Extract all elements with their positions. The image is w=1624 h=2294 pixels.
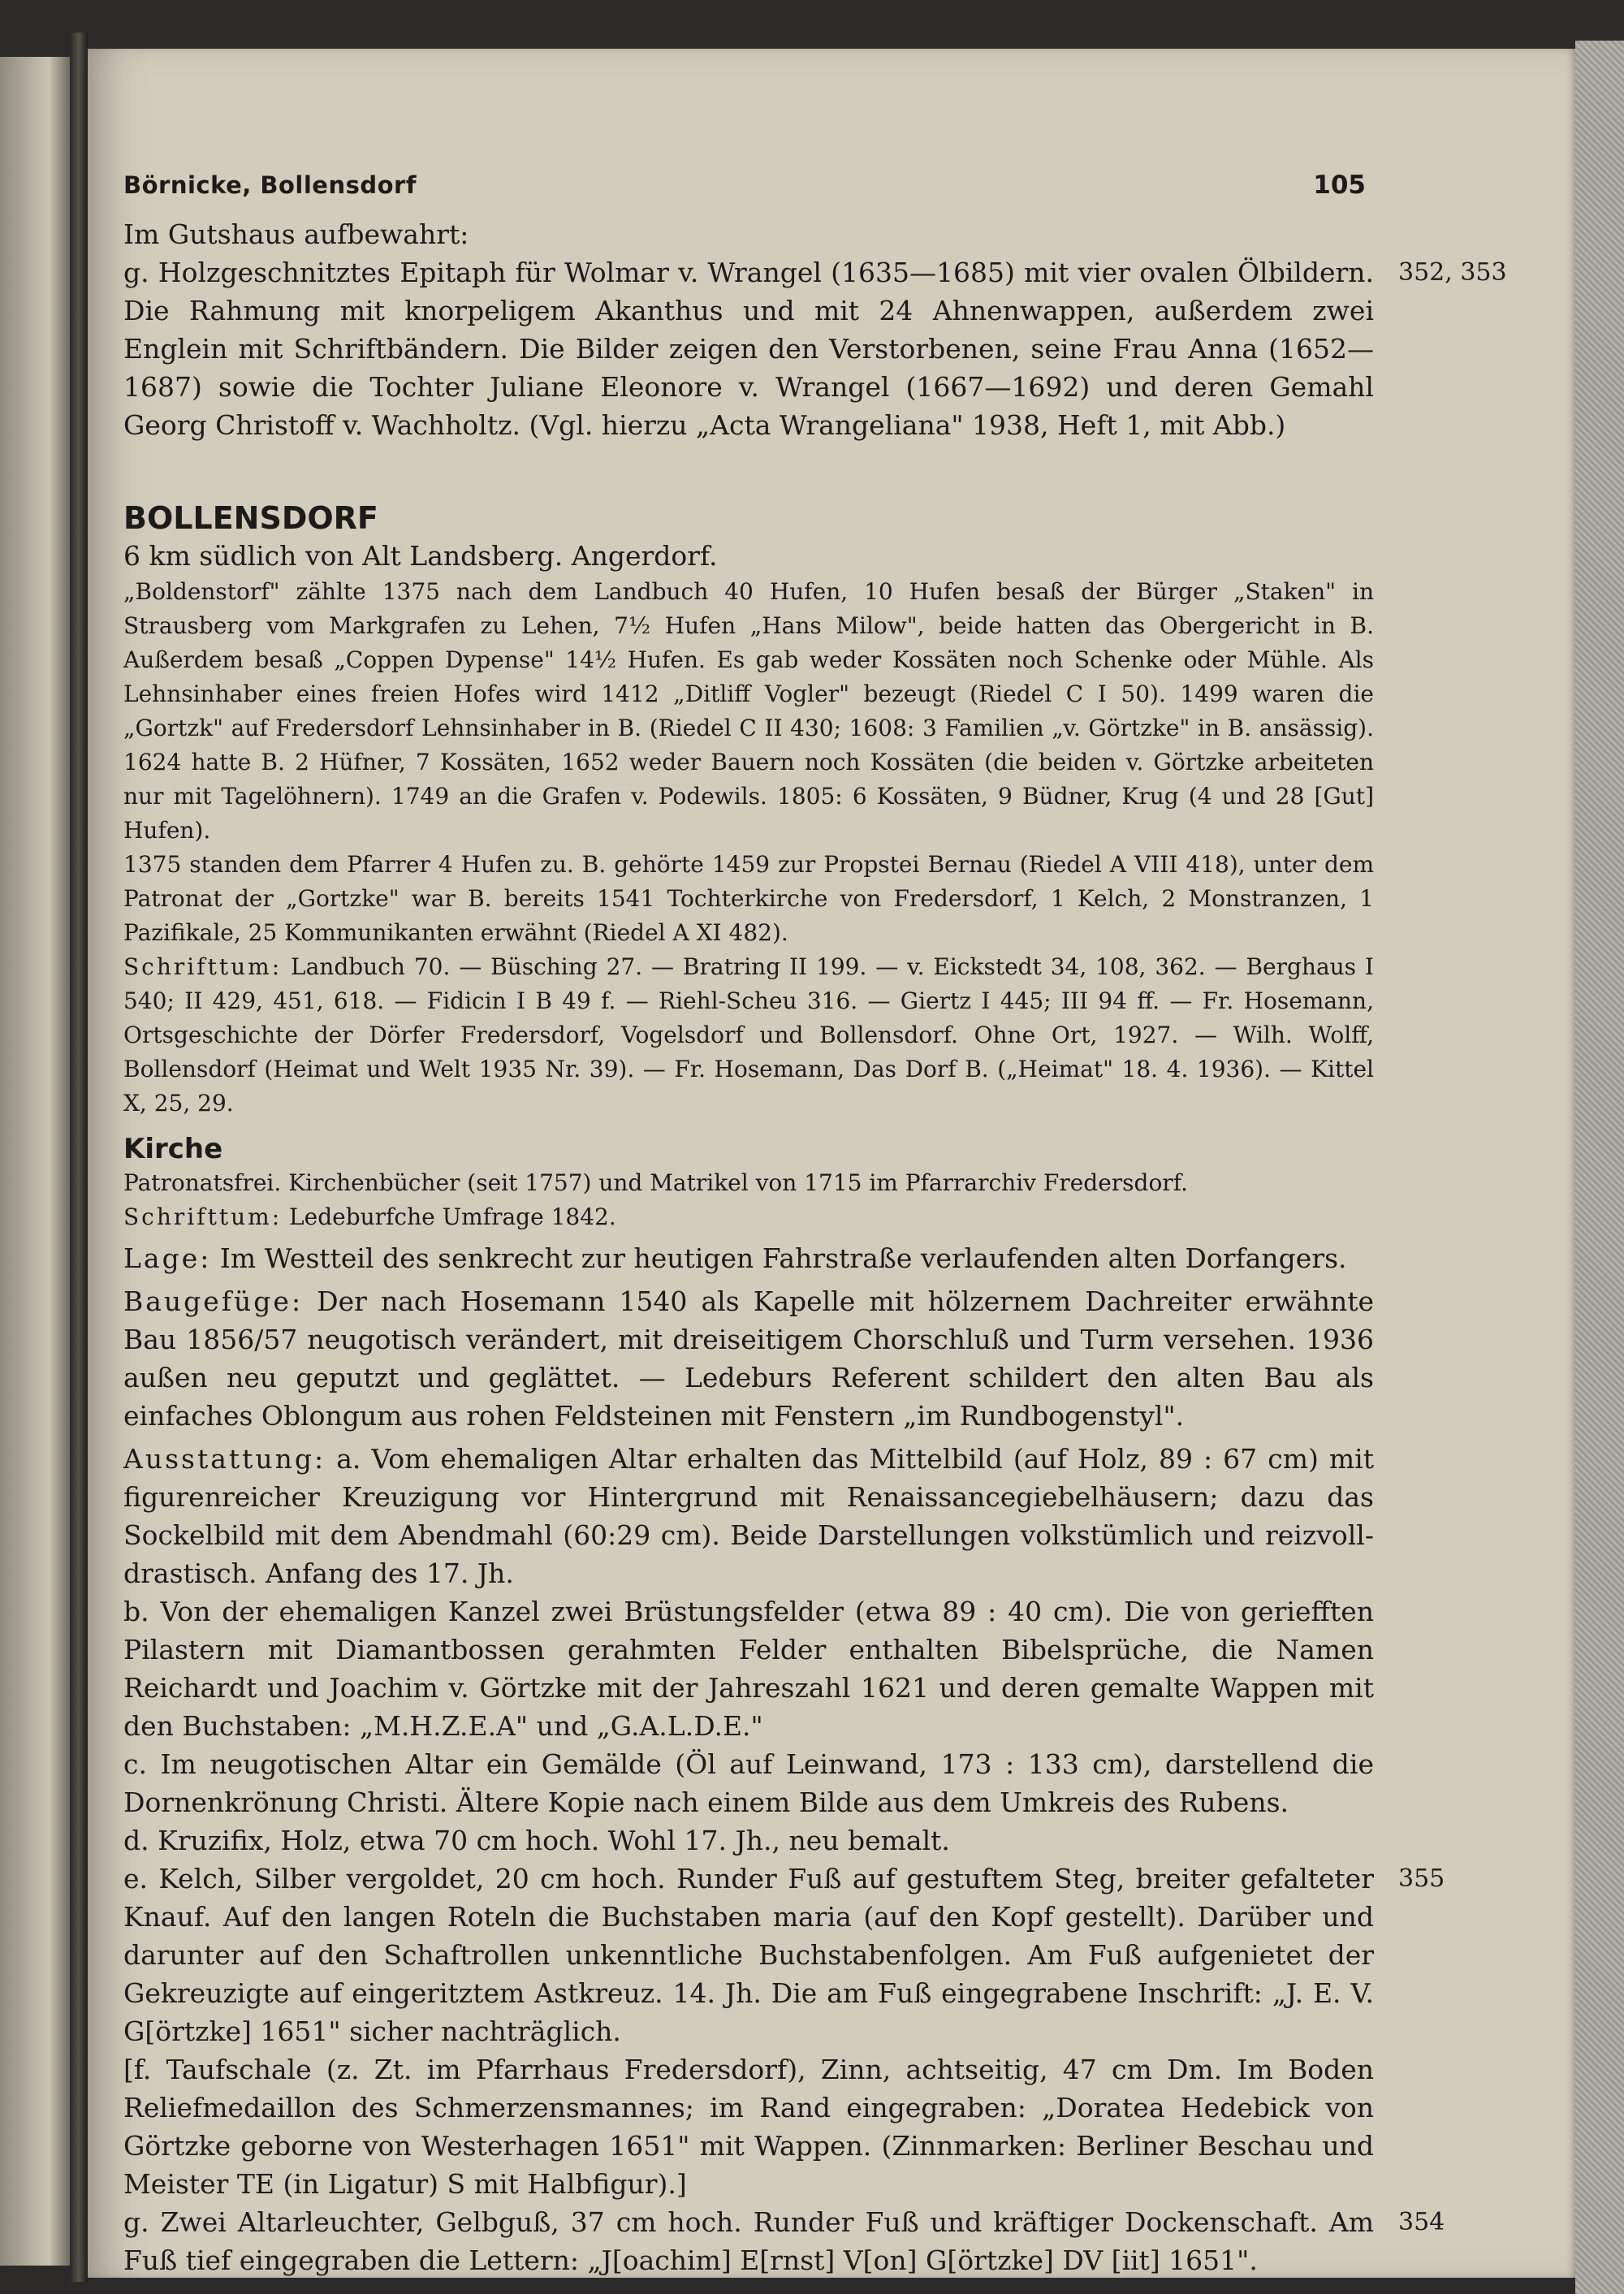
- ausstattung-item-d: d. Kruzifix, Holz, etwa 70 cm hoch. Wohl 17. Jh., neu bemalt.: [123, 1825, 950, 1856]
- left-page-edge: [0, 57, 70, 2266]
- baugefuege-text: Der nach Hosemann 1540 als Kapelle mit hölzernem Dachreiter erwähnte Bau 1856/57 neugotisch verändert, mit dreiseitigem Chorschluß und Turm versehen. 1936 außen neu geputzt und geglättet. — Ledeburs Referent schildert den alten Bau als einfaches Oblongum aus rohen Feldsteinen mit Fenstern „im Rundbogenstyl".: [123, 1285, 1374, 1432]
- page-number: 105: [1313, 171, 1366, 200]
- literature-text: Landbuch 70. — Büsching 27. — Bratring II 199. — v. Eickstedt 34, 108, 362. — Berghaus I 540; II 429, 451, 618. — Fidicin I B 49 f. — Riehl-Scheu 316. — Giertz I 445; III 94 ff. — Fr. Hosemann, Ortsgeschichte der Dörfer Fredersdorf, Vogelsdorf und Bollensdorf. Ohne Ort, 1927. — Wilh. Wolff, Bollensdorf (Heimat und Welt 1935 Nr. 39). — Fr. Hosemann, Das Dorf B. („Heimat" 18. 4. 1936). — Kittel X, 25, 29.: [123, 953, 1374, 1117]
- epitaph-paragraph: g. Holzgeschnitztes Epitaph für Wolmar v. Wrangel (1635—1685) mit vier ovalen Ölbildern. Die Rahmung mit knorpeligem Akanthus und mit 24 Ahnenwappen, außerdem zwei Englein mit Schriftbändern. Die Bilder zeigen den Verstorbenen, seine Frau Anna (1652—1687) sowie die Tochter Juliane Eleonore v. Wrangel (1667—1692) und deren Gemahl Georg Christoff v. Wachholtz. (Vgl. hierzu „Acta Wrangeliana" 1938, Heft 1, mit Abb.): [123, 257, 1374, 441]
- intro-line: Im Gutshaus aufbewahrt:: [123, 218, 469, 250]
- ausstattung-item-f: [f. Taufschale (z. Zt. im Pfarrhaus Fredersdorf), Zinn, achtseitig, 47 cm Dm. Im Boden Reliefmedaillon des Schmerzensmannes; im Rand eingegraben: „Doratea Hedebick von Görtzke geborne von Westerhagen 1651" mit Wappen. (Zinnmarken: Berliner Beschau und Meister TE (in Ligatur) S mit Halbfigur).]: [123, 2054, 1374, 2200]
- literature-text: Ledeburfche Umfrage 1842.: [289, 1203, 616, 1230]
- history-paragraph: 1375 standen dem Pfarrer 4 Hufen zu. B. gehörte 1459 zur Propstei Bernau (Riedel A VIII 418), unter dem Patronat der „Gortzke" war B. bereits 1541 Tochterkirche von Fredersdorf, 1 Kelch, 2 Monstranzen, 1 Pazifikale, 25 Kommunikanten erwähnt (Riedel A XI 482).: [123, 851, 1374, 946]
- lage-text: Im Westteil des senkrecht zur heutigen Fahrstraße verlaufenden alten Dorfangers.: [219, 1242, 1347, 1274]
- margin-reference: 352, 353: [1398, 258, 1507, 287]
- ausstattung-item-c: c. Im neugotischen Altar ein Gemälde (Öl auf Leinwand, 173 : 133 cm), darstellend die Dornenkrönung Christi. Ältere Kopie nach einem Bilde aus dem Umkreis des Rubens.: [123, 1748, 1374, 1818]
- baugefuege-label: Baugefüge:: [123, 1285, 304, 1317]
- ausstattung-item-e: e. Kelch, Silber vergoldet, 20 cm hoch. Runder Fuß auf gestuftem Steg, breiter gefalteter Knauf. Auf den langen Roteln die Buchstaben maria (auf den Kopf gestellt). Darüber und darunter auf den Schaftrollen unkenntliche Buchstabenfolgen. Am Fuß aufgenietet der Gekreuzigte auf eingeritztem Astkreuz. 14. Jh. Die am Fuß eingegrabene Inschrift: „J. E. V. G[örtzke] 1651" sicher nachträglich.: [123, 1863, 1374, 2047]
- ausstattung-label: Ausstattung:: [123, 1443, 326, 1475]
- subsection-title: Kirche: [123, 1133, 223, 1165]
- ausstattung-block-g: [123, 2203, 1445, 2279]
- literature-label: Schrifttum:: [123, 1203, 283, 1230]
- running-head: [123, 166, 1374, 215]
- epitaph-block: [123, 253, 1507, 444]
- ausstattung-block-e: [123, 1860, 1445, 2050]
- lage-label: Lage:: [123, 1242, 212, 1274]
- section-title: BOLLENSDORF: [123, 500, 378, 536]
- literature-label: Schrifttum:: [123, 953, 283, 980]
- ausstattung-item-b: b. Von der ehemaligen Kanzel zwei Brüstungsfelder (etwa 89 : 40 cm). Die von geriefften Pilastern mit Diamantbossen gerahmten Felder enthalten Bibelsprüche, die Namen Reichardt und Joachim v. Görtzke mit der Jahreszahl 1621 und deren gemalte Wappen mit den Buchstaben: „M.H.Z.E.A" und „G.A.L.D.E.": [123, 1596, 1374, 1742]
- margin-reference: 355: [1398, 1864, 1445, 1893]
- ausstattung-item-a: a. Vom ehemaligen Altar erhalten das Mittelbild (auf Holz, 89 : 67 cm) mit figurenreicher Kreuzigung vor Hintergrund mit Renaissancegiebelhäusern; dazu das Sockelbild mit dem Abendmahl (60:29 cm). Beide Darstellungen volkstümlich und reizvoll-drastisch. Anfang des 17. Jh.: [123, 1443, 1375, 1589]
- section-subtitle: 6 km südlich von Alt Landsberg. Angerdorf.: [123, 540, 718, 572]
- patronat-text: Patronatsfrei. Kirchenbücher (seit 1757) und Matrikel von 1715 im Pfarrarchiv Fredersdorf.: [123, 1169, 1188, 1196]
- running-title: Börnicke, Bollensdorf: [123, 171, 417, 199]
- ausstattung-item-g: g. Zwei Altarleuchter, Gelbguß, 37 cm hoch. Runder Fuß und kräftiger Dockenschaft. Am Fuß tief eingegraben die Lettern: „J[oachim] E[rnst] V[on] G[örtzke] DV [iit] 1651".: [123, 2206, 1374, 2276]
- history-paragraph: „Boldenstorf" zählte 1375 nach dem Landbuch 40 Hufen, 10 Hufen besaß der Bürger „Staken" in Strausberg vom Markgrafen zu Lehen, 7½ Hufen „Hans Milow", beide hatten das Obergericht in B. Außerdem besaß „Coppen Dypense" 14½ Hufen. Es gab weder Kossäten noch Schenke oder Mühle. Als Lehnsinhaber eines freien Hofes wird 1412 „Ditliff Vogler" bezeugt (Riedel C I 50). 1499 waren die „Gortzk" auf Fredersdorf Lehnsinhaber in B. (Riedel C II 430; 1608: 3 Familien „v. Görtzke" in B. ansässig). 1624 hatte B. 2 Hüfner, 7 Kossäten, 1652 weder Bauern noch Kossäten (die beiden v. Görtzke arbeiteten nur mit Tagelöhnern). 1749 an die Grafen v. Podewils. 1805: 6 Kossäten, 9 Büdner, Krug (4 und 28 [Gut] Hufen).: [123, 578, 1374, 844]
- book-spine: [70, 32, 88, 2282]
- book-cover-edge: [1575, 41, 1624, 2294]
- margin-reference: 354: [1398, 2208, 1445, 2236]
- page-content: [123, 166, 1507, 2279]
